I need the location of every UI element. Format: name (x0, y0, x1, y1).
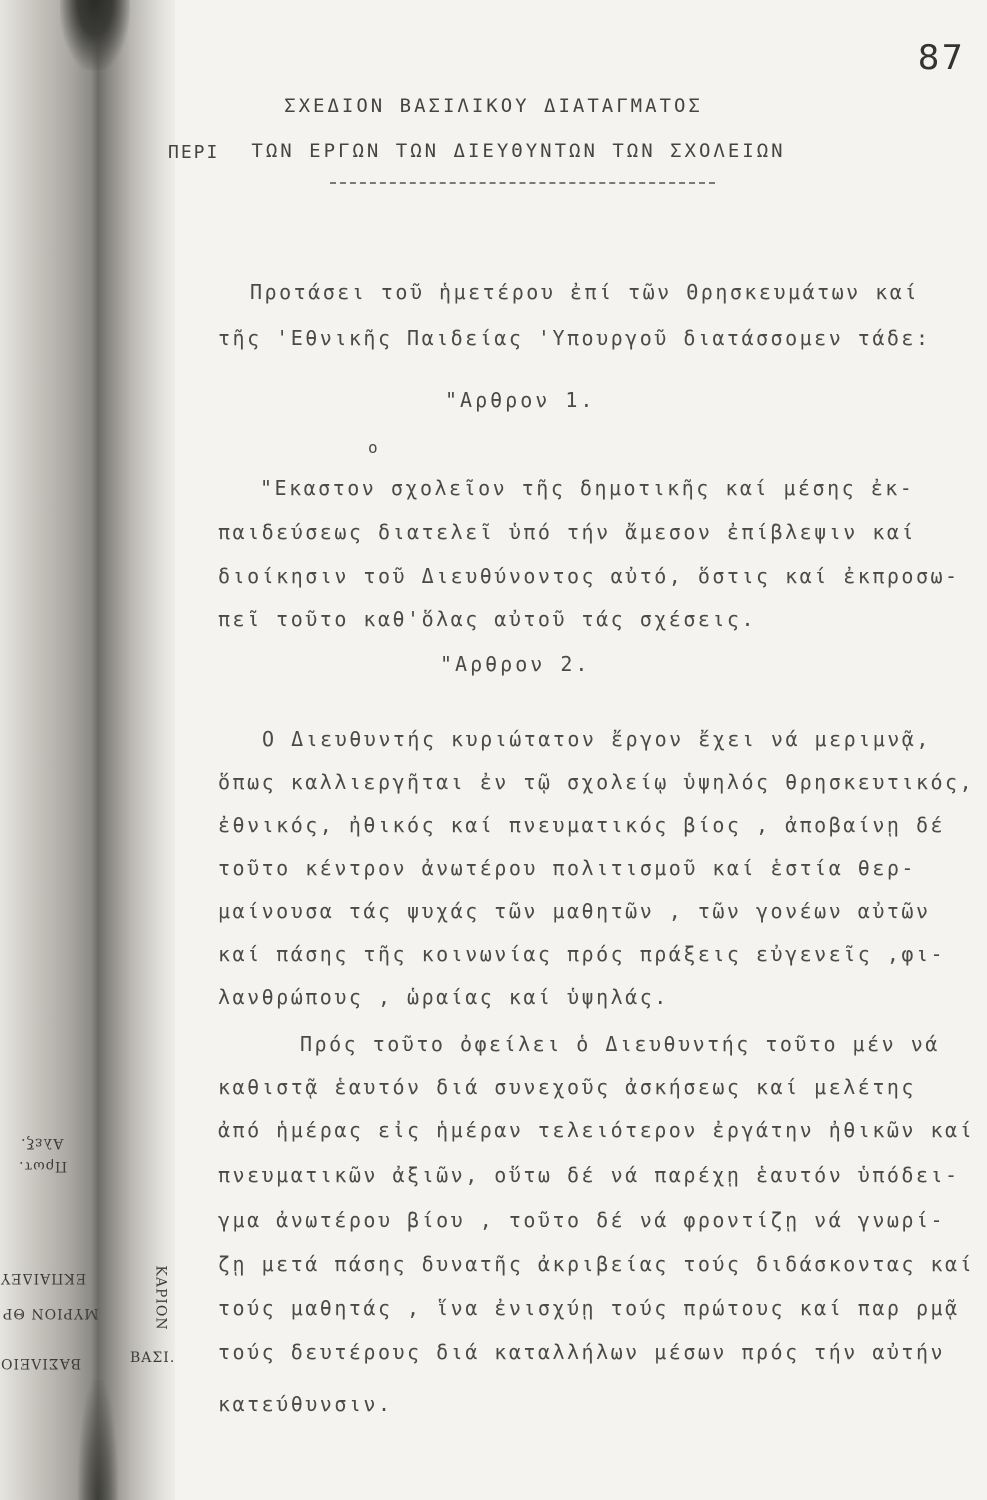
article-2-line: Ο Διευθυντής κυριώτατον ἔργον ἔχει νά μεριμνᾷ, (262, 727, 931, 751)
article-2-line: λανθρώπους , ὡραίας καί ὑψηλάς. (218, 985, 669, 1009)
stamp-text: ΕΚΠΑΙΔΕΥ (0, 1270, 87, 1286)
article-1-line: "Εκαστον σχολεῖον τῆς δημοτικῆς καί μέσης ἐκ- (260, 476, 915, 500)
article-2-line: μαίνουσα τάς ψυχάς τῶν μαθητῶν , τῶν γονέων αὐτῶν (218, 899, 931, 923)
stamp-text: Αλεξ. (20, 1135, 64, 1151)
article-1-line: παιδεύσεως διατελεῖ ὑπό τήν ἄμεσον ἐπίβλεψιν καί (218, 520, 916, 544)
article-1-heading: "Αρθρον 1. (445, 388, 596, 412)
article-2-line: καί πάσης τῆς κοινωνίας πρός πράξεις εὐγενεῖς ,φι- (218, 942, 946, 966)
article-2-line: ζῃ μετά πάσης δυνατῆς ἀκριβείας τούς διδάσκοντας καί (218, 1252, 975, 1276)
article-2-line: ὅπως καλλιεργῆται ἐν τῷ σχολείῳ ὑψηλός θρησκευτικός, (218, 770, 975, 794)
stamp-text: ΜΥΡΙΟΝ ΘΡ (2, 1305, 99, 1321)
article-2-line: ἀπό ἡμέρας εἰς ἡμέραν τελειότερον ἐργάτην ἠθικῶν καί (218, 1118, 975, 1142)
title-line-2: ΤΩΝ ΕΡΓΩΝ ΤΩΝ ΔΙΕΥΘΥΝΤΩΝ ΤΩΝ ΣΧΟΛΕΙΩΝ (251, 140, 786, 162)
article-2-heading: "Αρθρον 2. (440, 652, 591, 676)
binding-bottom-shadow (78, 1380, 118, 1500)
stamp-text: ΒΑΣΙ. (130, 1350, 176, 1366)
article-2-line: καθιστᾷ ἑαυτόν διά συνεχοῦς ἀσκήσεως καί μελέτης (218, 1075, 916, 1099)
preamble-line: Προτάσει τοῦ ἡμετέρου ἐπί τῶν Θρησκευμάτων καί (250, 280, 919, 304)
article-1-mark: ο (368, 438, 381, 457)
stamp-text: ΚΑΡΙΟΝ (152, 1265, 169, 1331)
article-1-line: πεῖ τοῦτο καθ'ὅλας αὐτοῦ τάς σχέσεις. (218, 607, 757, 631)
article-2-line: κατεύθυνσιν. (218, 1392, 393, 1416)
stamp-text: Πρωτ. (18, 1158, 68, 1174)
title-line-1: ΣΧΕΔΙΟΝ ΒΑΣΙΛΙΚΟΥ ΔΙΑΤΑΓΜΑΤΟΣ (284, 95, 703, 117)
stamp-text: ΒΑΣΙΛΕΙΟ (0, 1355, 82, 1371)
article-1-line: διοίκησιν τοῦ Διευθύνοντος αὐτό, ὅστις καί ἐκπροσω- (218, 564, 960, 588)
article-2-line: γμα ἀνωτέρου βίου , τοῦτο δέ νά φροντίζῃ νά γνωρί- (218, 1208, 946, 1232)
title-prefix: ΠΕΡΙ (168, 142, 220, 163)
article-2-line: ἐθνικός, ἠθικός καί πνευματικός βίος , ἀποβαίνῃ δέ (218, 813, 946, 837)
article-2-line: πνευματικῶν ἀξιῶν, οὕτω δέ νά παρέχῃ ἑαυτόν ὑπόδει- (218, 1163, 960, 1187)
article-2-line: τούς δευτέρους διά καταλλήλων μέσων πρός τήν αὐτήν (218, 1340, 946, 1364)
article-2-line: τοῦτο κέντρον ἀνωτέρου πολιτισμοῦ καί ἑστία θερ- (218, 856, 916, 880)
preamble-line: τῆς 'Εθνικῆς Παιδείας 'Υπουργοῦ διατάσσομεν τάδε: (218, 326, 931, 350)
title-underline (330, 182, 715, 184)
article-2-line: Πρός τοῦτο ὀφείλει ὁ Διευθυντής τοῦτο μέν νά (300, 1032, 940, 1056)
binding-top-shadow (60, 0, 130, 70)
article-2-line: τούς μαθητάς , ἵνα ἐνισχύῃ τούς πρώτους καί παρ ρμᾷ (218, 1296, 960, 1320)
page-number: 87 (917, 38, 965, 78)
